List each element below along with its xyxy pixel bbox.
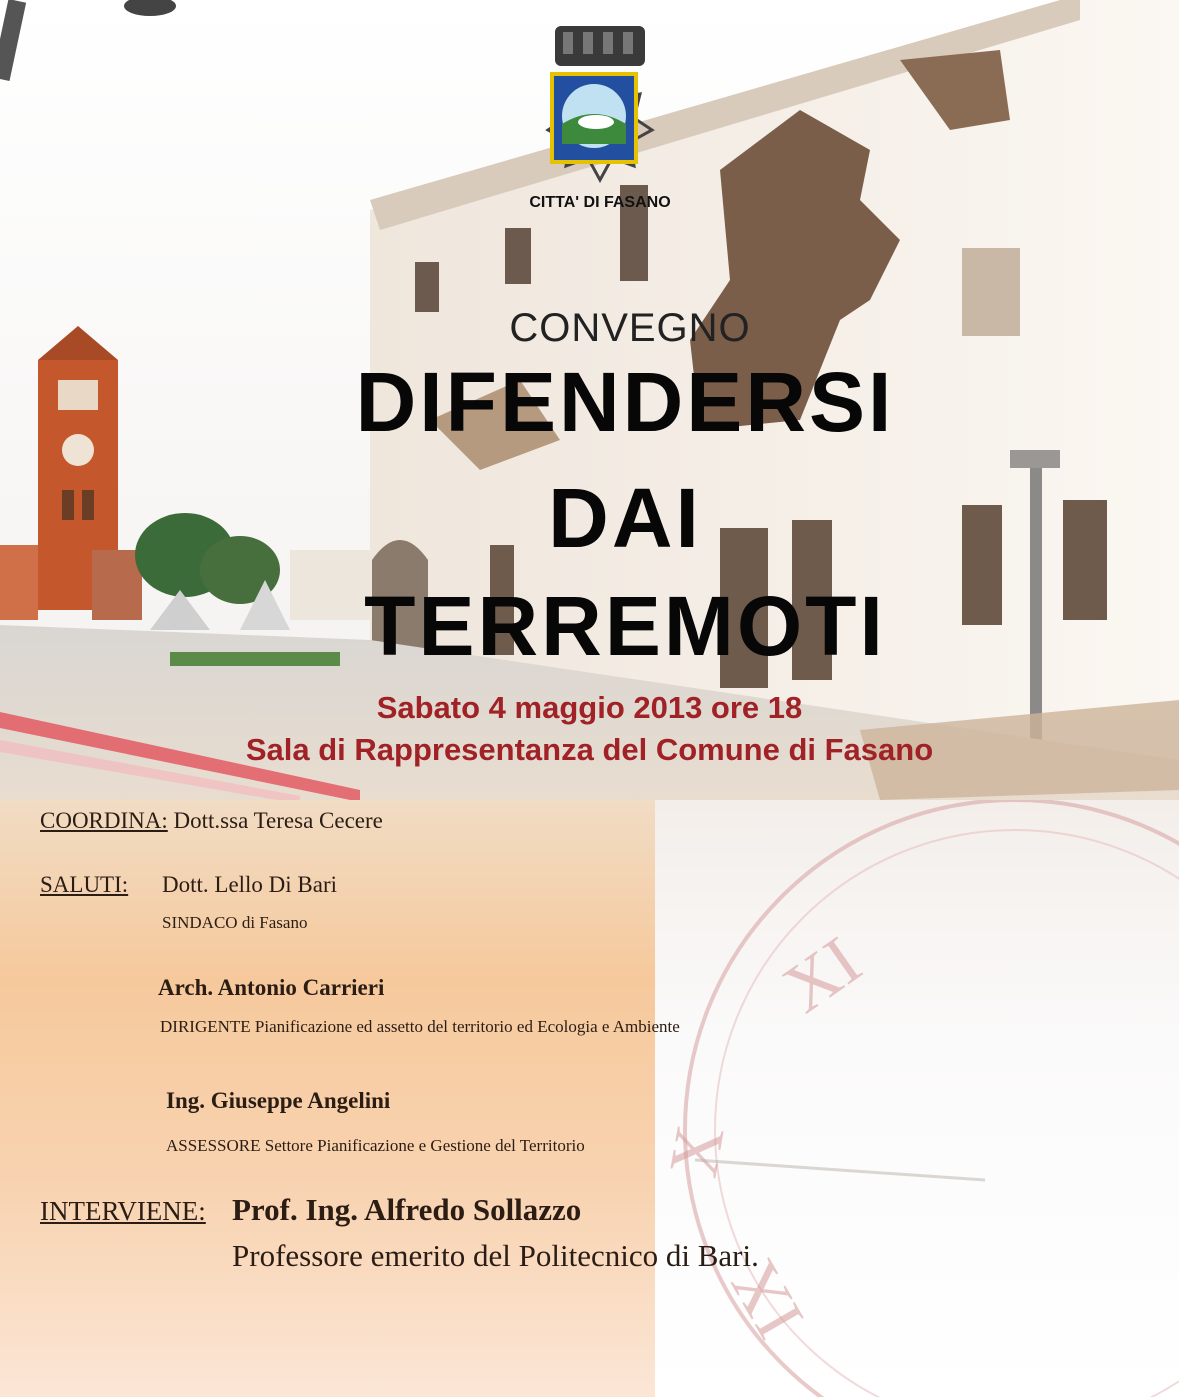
speaker-2-name: Arch. Antonio Carrieri <box>158 975 385 1000</box>
speaker-1-role <box>162 913 307 933</box>
city-crest <box>530 18 670 218</box>
coordinator-line <box>40 808 383 834</box>
event-date: Sabato 4 maggio 2013 ore 18 <box>376 690 803 725</box>
event-venue: Sala di Rappresentanza del Comune di Fasano <box>245 732 934 767</box>
keynote-speaker-role: Professore emerito del Politecnico di Bari. <box>232 1238 759 1273</box>
speaker-2-role <box>160 1017 680 1037</box>
saluti-label: SALUTI: <box>40 872 129 897</box>
speaker-1-role-detail: di Fasano <box>241 913 308 932</box>
speaker-3-name: Ing. Giuseppe Angelini <box>166 1088 391 1113</box>
svg-text:XI: XI <box>770 922 875 1029</box>
speaker-2-role-detail: Pianificazione ed assetto del territorio ed Ecologia e Ambiente <box>254 1017 680 1036</box>
speaker-3-role-detail: Settore Pianificazione e Gestione del Territorio <box>264 1136 585 1155</box>
clock-face-graphic <box>655 800 1179 1397</box>
coordina-label: COORDINA: <box>40 808 168 833</box>
title-line-2: DAI <box>548 471 702 565</box>
speaker-1-name: Dott. Lello Di Bari <box>162 872 338 897</box>
speaker-2-role-title: DIRIGENTE <box>160 1017 251 1036</box>
title-line-3: TERREMOTI <box>364 579 886 673</box>
speaker-1-role-title: SINDACO <box>162 913 238 932</box>
event-type: CONVEGNO <box>509 306 751 350</box>
coordinator-name: Dott.ssa Teresa Cecere <box>173 808 383 833</box>
title-line-1: DIFENDERSI <box>355 355 895 449</box>
speaker-3-role-title: ASSESSORE <box>166 1136 261 1155</box>
crest-caption: CITTA' DI FASANO <box>529 194 671 211</box>
clock-panel <box>655 800 1179 1397</box>
keynote-speaker-name: Prof. Ing. Alfredo Sollazzo <box>232 1192 582 1227</box>
speaker-3-role <box>166 1136 585 1156</box>
svg-text:X: X <box>655 1119 740 1183</box>
interviene-label: INTERVIENE: <box>40 1196 206 1226</box>
svg-text:IX: IX <box>715 1248 819 1351</box>
